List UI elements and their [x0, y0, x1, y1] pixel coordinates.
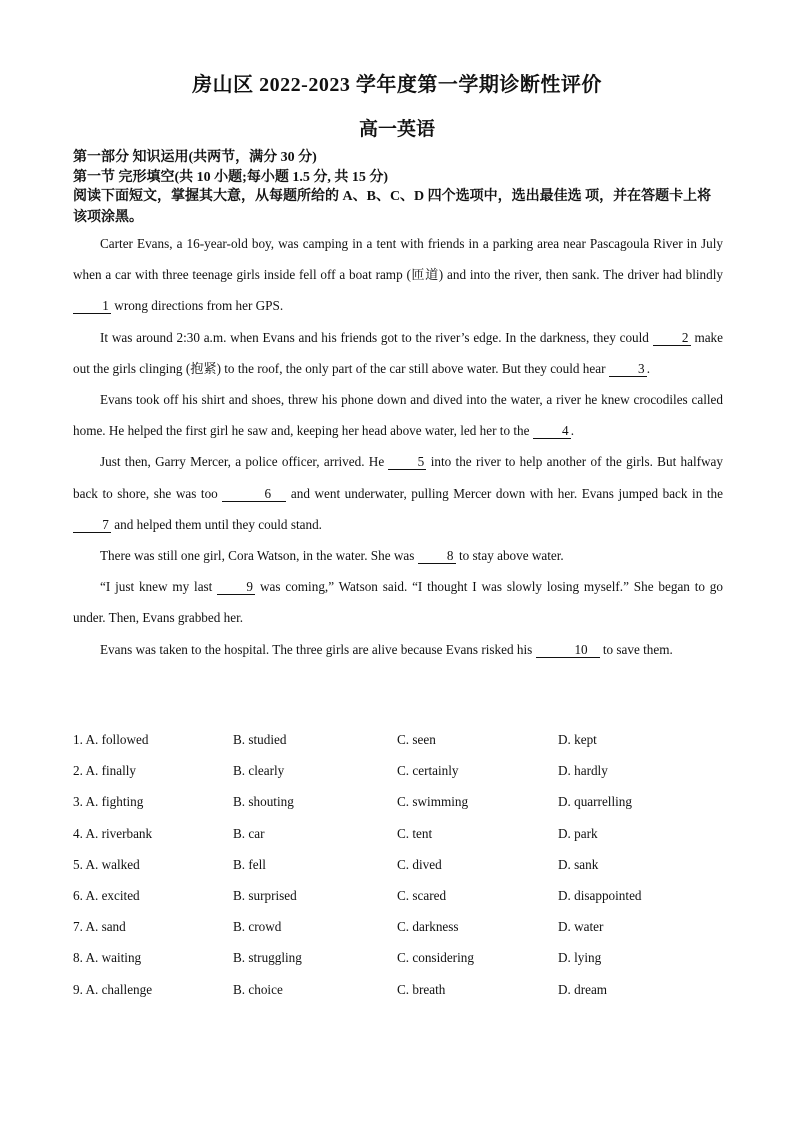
paragraph-text: Evans was taken to the hospital. The three girls are alive because Evans risked his [100, 641, 536, 657]
option-a[interactable]: 6. A. excited [73, 887, 140, 903]
paragraph-text: to stay above water. [455, 548, 564, 564]
paragraph-text: make out the girls clinging (抱紧) to the roof, the only part of the car still above water. But they could hear [73, 329, 723, 376]
option-d[interactable]: D. disappointed [558, 887, 642, 903]
option-c[interactable]: C. dived [397, 856, 442, 872]
paragraph-3 [73, 384, 723, 446]
question-row [73, 857, 733, 888]
option-a[interactable]: 8. A. waiting [73, 950, 142, 966]
option-b[interactable]: B. crowd [233, 919, 282, 935]
paragraph-text: to save them. [599, 641, 673, 657]
blank-8: 8 [418, 548, 456, 564]
option-b[interactable]: B. fell [233, 856, 266, 872]
blank-3: 3 [609, 361, 647, 377]
instructions: 阅读下面短文，掌握其大意，从每题所给的 A、B、C、D 四个选项中，选出最佳选 项，并在答题卡上将该项涂黑。 [73, 189, 712, 225]
paragraph-7 [73, 634, 723, 665]
option-b[interactable]: B. car [233, 825, 265, 841]
paragraph-text: . [570, 423, 575, 439]
blank-9: 9 [217, 579, 255, 595]
option-c[interactable]: C. swimming [397, 794, 469, 810]
option-d[interactable]: D. lying [558, 950, 602, 966]
paragraph-text: and went underwater, pulling Mercer down with her. Evans jumped back in the [286, 485, 723, 501]
question-row [73, 919, 733, 950]
question-row [73, 982, 733, 1013]
paragraph-text: Evans took off his shirt and shoes, threw his phone down and dived into the water, a river he knew crocodiles called home. He helped the first girl he saw and, keeping her head above water, led her to the [73, 392, 723, 439]
blank-6: 6 [222, 486, 286, 502]
option-b[interactable]: B. clearly [233, 763, 285, 779]
option-b[interactable]: B. studied [233, 732, 287, 747]
blank-2: 2 [653, 330, 691, 346]
option-d[interactable]: D. quarrelling [558, 794, 632, 810]
paragraph-text: Carter Evans, a 16-year-old boy, was camping in a tent with friends in a parking area near Pascagoula River in July when a car with three teenage girls inside fell off a boat ramp (匝道) and into the river, then sank. The driver had blindly [73, 236, 723, 283]
option-c[interactable]: C. scared [397, 887, 447, 903]
option-c[interactable]: C. darkness [397, 919, 459, 935]
paragraph-6 [73, 571, 723, 633]
paragraph-1 [73, 228, 723, 322]
option-c[interactable]: C. breath [397, 981, 446, 997]
question-row [73, 826, 733, 857]
question-row [73, 763, 733, 794]
option-d[interactable]: D. dream [558, 981, 608, 997]
option-a[interactable]: 3. A. fighting [73, 794, 144, 810]
paragraph-text: “I just knew my last [100, 579, 218, 595]
question-row [73, 888, 733, 919]
option-d[interactable]: D. kept [558, 732, 597, 747]
blank-1: 1 [73, 298, 111, 314]
option-b[interactable]: B. choice [233, 981, 283, 997]
option-a[interactable]: 4. A. riverbank [73, 825, 153, 841]
paragraph-text: and helped them until they could stand. [111, 516, 322, 532]
paragraph-text: into the river to help another of the girls. But halfway back to shore, she was too [73, 454, 723, 501]
paragraph-text: . [646, 360, 651, 376]
option-d[interactable]: D. hardly [558, 763, 608, 779]
option-a[interactable]: 2. A. finally [73, 763, 137, 779]
option-a[interactable]: 1. A. followed [73, 732, 149, 747]
question-row [73, 794, 733, 825]
paragraph-text: It was around 2:30 a.m. when Evans and his friends got to the river’s edge. In the darkness, they could [100, 329, 653, 345]
option-a[interactable]: 9. A. challenge [73, 981, 153, 997]
part-heading: 第一部分 知识运用(共两节，满分 30 分) [73, 150, 317, 165]
paragraph-5 [73, 540, 723, 571]
option-c[interactable]: C. tent [397, 825, 433, 841]
option-d[interactable]: D. water [558, 919, 604, 935]
paragraph-text: wrong directions from her GPS. [111, 298, 284, 314]
question-row [73, 950, 733, 981]
option-d[interactable]: D. sank [558, 856, 599, 872]
blank-7: 7 [73, 517, 111, 533]
option-d[interactable]: D. park [558, 825, 598, 841]
paragraph-text: Just then, Garry Mercer, a police officer, arrived. He [100, 454, 389, 470]
paragraph-4 [73, 446, 723, 540]
blank-10: 10 [536, 642, 600, 658]
paragraph-2 [73, 322, 723, 384]
paragraph-text: was coming,” Watson said. “I thought I was slowly losing myself.” She began to go under. Then, Evans grabbed her. [73, 579, 723, 626]
option-a[interactable]: 5. A. walked [73, 856, 140, 872]
exam-subject: 高一英语 [358, 119, 435, 140]
blank-4: 4 [533, 423, 571, 439]
option-a[interactable]: 7. A. sand [73, 919, 126, 935]
option-b[interactable]: B. shouting [233, 794, 294, 810]
paragraph-text: There was still one girl, Cora Watson, in the water. She was [100, 548, 418, 564]
cloze-passage [73, 228, 723, 665]
answer-options [73, 732, 733, 1013]
exam-title: 房山区 2022-2023 学年度第一学期诊断性评价 [192, 74, 602, 96]
blank-5: 5 [388, 454, 426, 470]
option-b[interactable]: B. surprised [233, 887, 297, 903]
option-c[interactable]: C. seen [397, 732, 436, 747]
option-c[interactable]: C. certainly [397, 763, 459, 779]
question-row [73, 732, 733, 763]
section-heading: 第一节 完形填空(共 10 小题;每小题 1.5 分, 共 15 分) [73, 170, 388, 185]
option-b[interactable]: B. struggling [233, 950, 302, 966]
option-c[interactable]: C. considering [397, 950, 474, 966]
